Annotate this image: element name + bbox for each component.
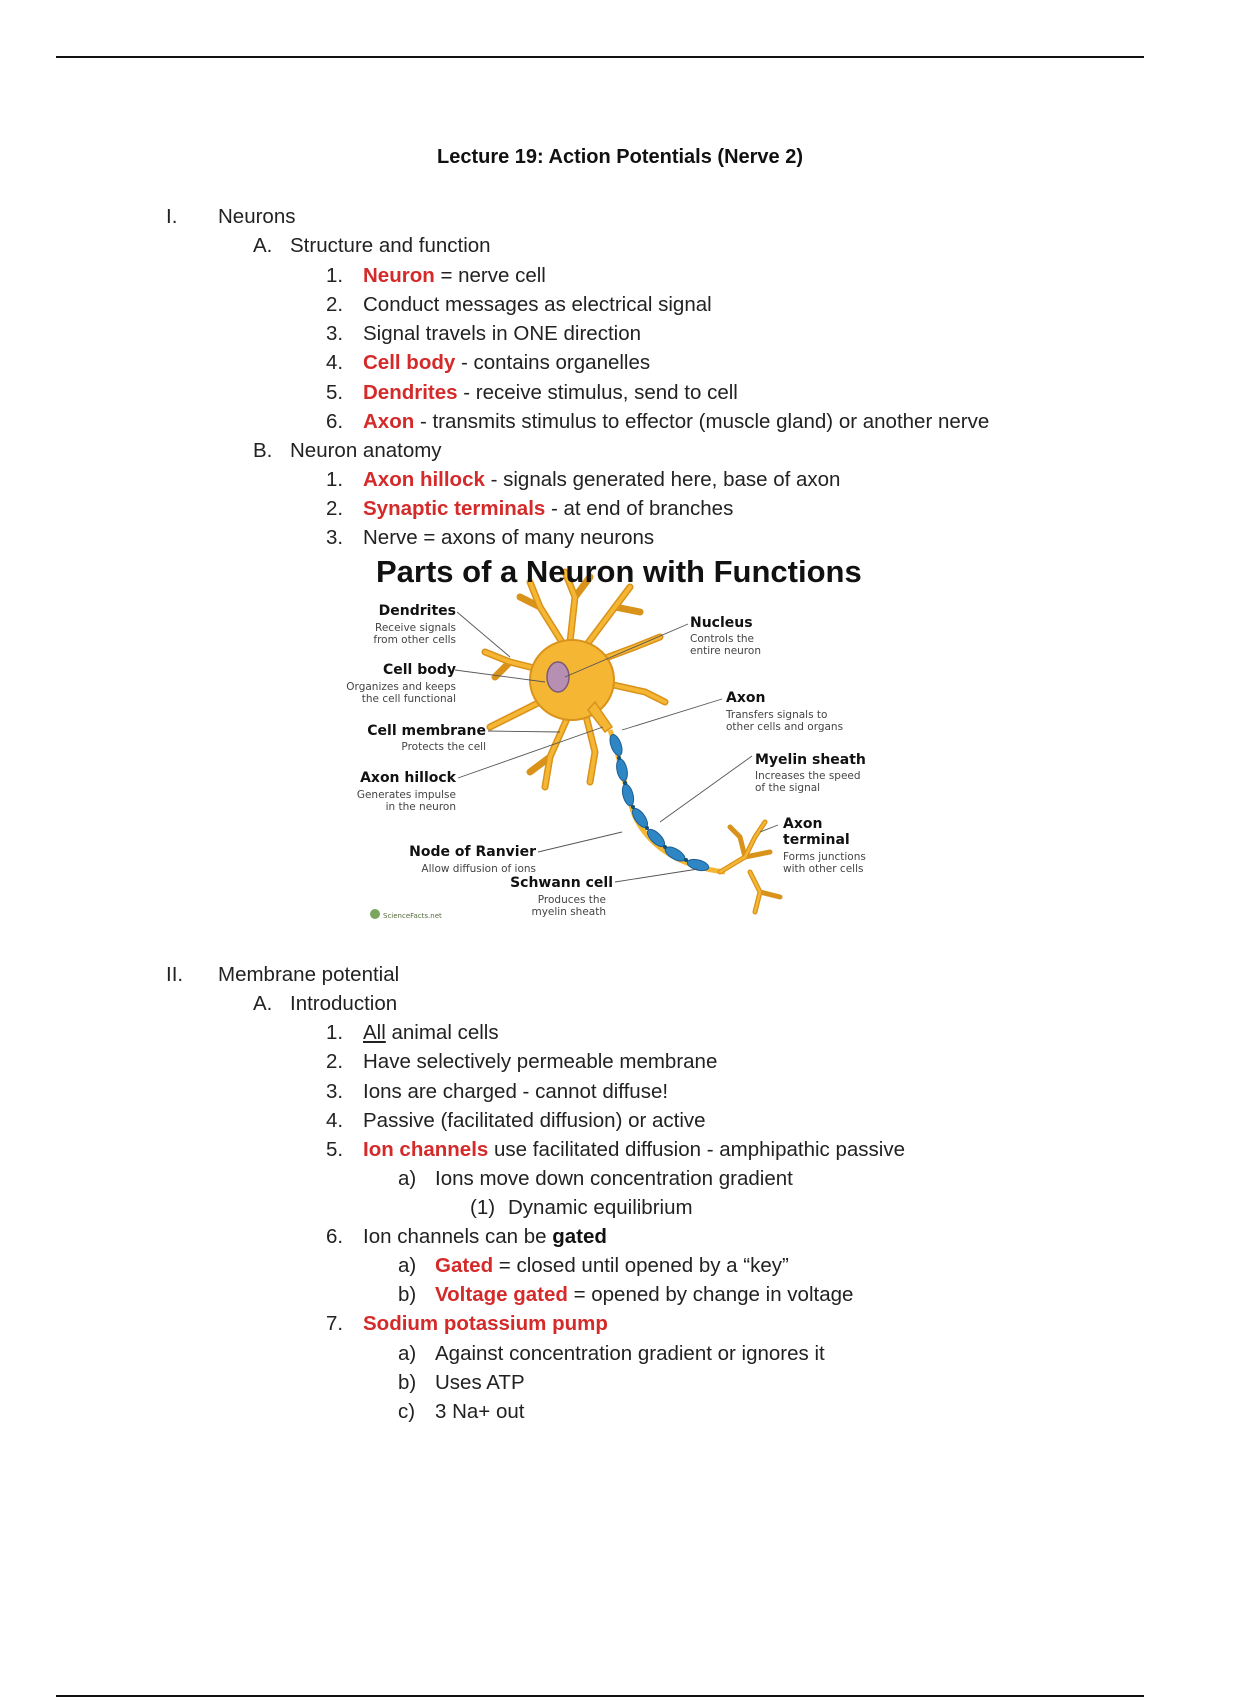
- section-number: I.: [166, 205, 178, 228]
- sub-sub-item-text: Dynamic equilibrium: [508, 1196, 693, 1219]
- item-number: 3.: [326, 1080, 344, 1103]
- neuron-diagram: [346, 552, 960, 932]
- key-term: Neuron: [363, 264, 435, 287]
- desc-nucleus-1: Controls the: [690, 633, 754, 645]
- desc-axon-1: Transfers signals to: [726, 709, 828, 721]
- item-text: = nerve cell: [434, 264, 546, 287]
- item-number: 1.: [326, 468, 344, 491]
- figure-credit: ScienceFacts.net: [383, 912, 442, 920]
- desc-schwann-1: Produces the: [537, 894, 606, 906]
- sub-item-text: Against concentration gradient or ignores it: [435, 1342, 825, 1365]
- label-cell-body: Cell body: [382, 662, 456, 678]
- subsection-heading: Introduction: [290, 992, 398, 1015]
- subsection-number: B.: [253, 439, 273, 462]
- desc-axon-terminal-1: Forms junctions: [783, 851, 866, 863]
- top-rule: [56, 56, 1144, 58]
- sub-item-text: = opened by change in voltage: [567, 1283, 854, 1306]
- item-number: 2.: [326, 497, 344, 520]
- item-number: 1.: [326, 1021, 344, 1044]
- sub-sub-item-number: (1): [470, 1196, 496, 1219]
- item-text: Conduct messages as electrical signal: [363, 293, 712, 316]
- neuron-illustration: [346, 552, 960, 932]
- label-axon-terminal-2: terminal: [783, 832, 850, 848]
- item-text: - receive stimulus, send to cell: [457, 381, 738, 404]
- bottom-rule: [56, 1695, 1144, 1697]
- item-number: 3.: [326, 526, 344, 549]
- sub-item-text: Ions move down concentration gradient: [435, 1167, 793, 1190]
- item-number: 1.: [326, 264, 344, 287]
- desc-dendrites-1: Receive signals: [375, 622, 456, 634]
- underlined-word: All: [363, 1021, 386, 1044]
- item-text: Ions are charged - cannot diffuse!: [363, 1080, 669, 1103]
- desc-axon-hillock-2: in the neuron: [385, 801, 456, 813]
- key-term: Ion channels: [363, 1138, 489, 1161]
- desc-axon-hillock-1: Generates impulse: [356, 789, 456, 801]
- label-schwann-cell: Schwann cell: [510, 875, 613, 891]
- subsection-number: A.: [253, 992, 273, 1015]
- item-number: 2.: [326, 293, 344, 316]
- sub-item-letter: c): [398, 1400, 416, 1423]
- subsection-number: A.: [253, 234, 273, 257]
- desc-dendrites-2: from other cells: [373, 634, 456, 646]
- label-cell-membrane: Cell membrane: [367, 723, 486, 739]
- item-number: 5.: [326, 1138, 344, 1161]
- desc-myelin-1: Increases the speed: [755, 770, 861, 782]
- item-text: Signal travels in ONE direction: [363, 322, 642, 345]
- desc-cell-membrane: Protects the cell: [401, 741, 486, 753]
- section-heading: Neurons: [218, 205, 296, 228]
- desc-schwann-2: myelin sheath: [531, 906, 606, 918]
- item-number: 4.: [326, 1109, 344, 1132]
- page-title: Lecture 19: Action Potentials (Nerve 2): [436, 146, 804, 168]
- label-node-of-ranvier: Node of Ranvier: [409, 844, 536, 860]
- desc-cell-body-2: the cell functional: [361, 693, 456, 705]
- item-text: Nerve = axons of many neurons: [363, 526, 655, 549]
- subsection-heading: Structure and function: [290, 234, 491, 257]
- desc-node-of-ranvier: Allow diffusion of ions: [421, 863, 536, 875]
- sub-item-letter: b): [398, 1283, 417, 1306]
- item-number: 6.: [326, 410, 344, 433]
- sub-item-text: 3 Na+ out: [435, 1400, 525, 1423]
- item-text: Have selectively permeable membrane: [363, 1050, 718, 1073]
- label-nucleus: Nucleus: [690, 615, 753, 631]
- key-term: Gated: [435, 1254, 494, 1277]
- item-number: 6.: [326, 1225, 344, 1248]
- item-text: use facilitated diffusion - amphipathic passive: [488, 1138, 905, 1161]
- item-text: Ion channels can be: [363, 1225, 553, 1248]
- key-term: Axon: [363, 410, 415, 433]
- desc-axon-terminal-2: with other cells: [783, 863, 864, 875]
- item-text: - signals generated here, base of axon: [484, 468, 841, 491]
- key-term: Synaptic terminals: [363, 497, 546, 520]
- sub-item-letter: b): [398, 1371, 417, 1394]
- sub-item-letter: a): [398, 1254, 417, 1277]
- item-text: - transmits stimulus to effector (muscle gland) or another nerve: [414, 410, 990, 433]
- label-dendrites: Dendrites: [378, 603, 456, 619]
- key-term: Axon hillock: [363, 468, 485, 491]
- desc-myelin-2: of the signal: [755, 782, 821, 794]
- desc-cell-body-1: Organizes and keeps: [346, 681, 456, 693]
- sub-item-text: Uses ATP: [435, 1371, 525, 1394]
- label-axon-terminal-1: Axon: [783, 816, 823, 832]
- sciencefacts-logo-icon: [370, 909, 380, 919]
- item-text: Passive (facilitated diffusion) or active: [363, 1109, 706, 1132]
- desc-nucleus-2: entire neuron: [690, 645, 761, 657]
- desc-axon-2: other cells and organs: [726, 721, 844, 733]
- key-term: Dendrites: [363, 381, 458, 404]
- subsection-heading: Neuron anatomy: [290, 439, 442, 462]
- sub-item-letter: a): [398, 1342, 417, 1365]
- section-number: II.: [166, 963, 184, 986]
- label-axon-hillock: Axon hillock: [360, 770, 456, 786]
- item-number: 7.: [326, 1312, 344, 1335]
- cell-body-shape: [530, 640, 614, 720]
- sub-item-text: = closed until opened by a “key”: [493, 1254, 789, 1277]
- myelin-sheath-shape: [608, 733, 710, 873]
- item-number: 3.: [326, 322, 344, 345]
- item-text: - at end of branches: [545, 497, 734, 520]
- label-axon: Axon: [726, 690, 766, 706]
- item-number: 2.: [326, 1050, 344, 1073]
- item-number: 4.: [326, 351, 344, 374]
- key-term: Voltage gated: [435, 1283, 568, 1306]
- item-text: animal cells: [385, 1021, 499, 1044]
- item-text: - contains organelles: [455, 351, 651, 374]
- key-term: Sodium potassium pump: [363, 1312, 608, 1335]
- section-heading: Membrane potential: [218, 963, 400, 986]
- bold-term: gated: [552, 1225, 607, 1248]
- figure-title: Parts of a Neuron with Functions: [376, 554, 862, 589]
- item-number: 5.: [326, 381, 344, 404]
- sub-item-letter: a): [398, 1167, 417, 1190]
- key-term: Cell body: [363, 351, 456, 374]
- label-myelin-sheath: Myelin sheath: [755, 752, 866, 768]
